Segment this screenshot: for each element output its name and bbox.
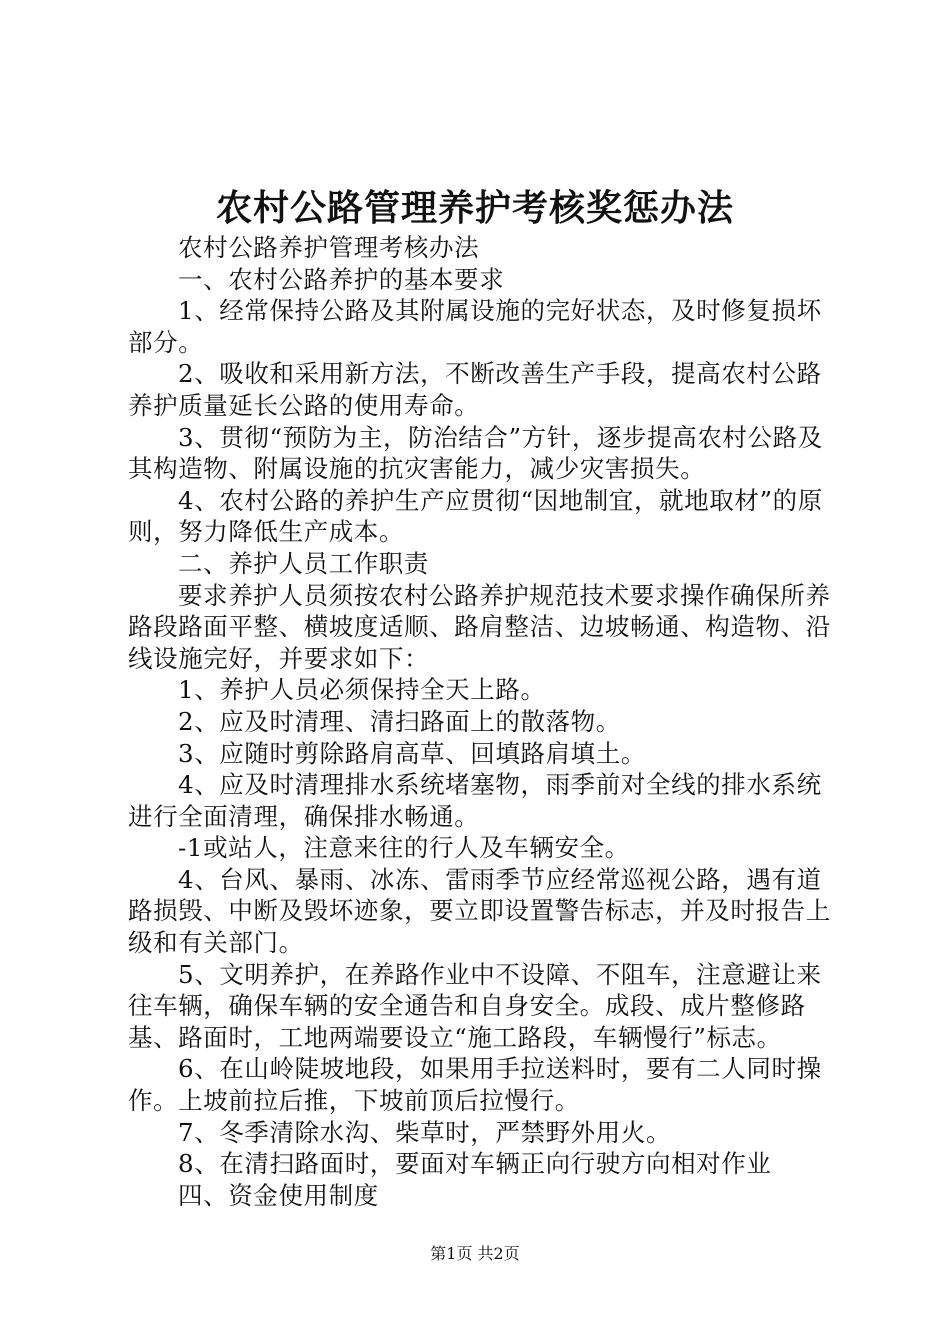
page-footer: 第1页 共2页 [430,1244,520,1263]
paragraph: 6、在山岭陡坡地段，如果用手拉送料时，要有二人同时操作。上坡前拉后推，下坡前顶后拉慢行。 [128,1054,822,1116]
paragraph: 4、台风、暴雨、冰冻、雷雨季节应经常巡视公路，遇有道路损毁、中断及毁坏迹象，要立即设置警告标志，并及时报告上级和有关部门。 [128,864,831,958]
paragraph: 4、农村公路的养护生产应贯彻“因地制宜，就地取材”的原则，努力降低生产成本。 [128,485,823,547]
paragraph: 5、文明养护，在养路作业中不设障、不阻车，注意避让来往车辆，确保车辆的安全通告和自身安全。成段、成片整修路基、路面时，工地两端要设立“施工路段，车辆慢行”标志。 [128,959,822,1052]
section-heading: 二、养护人员工作职责 [178,548,429,578]
section-heading: 四、资金使用制度 [178,1180,379,1210]
document-body [128,232,844,1211]
paragraph: 1、养护人员必须保持全天上路。 [178,675,546,705]
paragraph: 2、应及时清理、清扫路面上的散落物。 [178,706,621,736]
paragraph: 3、应随时剪除路肩高草、回填路肩填土。 [178,738,646,768]
paragraph: 3、贯彻“预防为主，防治结合”方针，逐步提高农村公路及其构造物、附属设施的抗灾害能力，减少灾害损失。 [128,422,823,484]
document-title: 农村公路管理养护考核奖惩办法 [215,188,734,229]
paragraph: -1或站人，注意来往的行人及车辆安全。 [178,833,630,863]
section-heading: 一、农村公路养护的基本要求 [178,264,505,294]
paragraph: 农村公路养护管理考核办法 [178,233,480,262]
paragraph: 7、冬季清除水沟、柴草时，严禁野外用火。 [178,1117,672,1147]
paragraph: 1、经常保持公路及其附属设施的完好状态，及时修复损坏部分。 [128,296,822,357]
paragraph: 要求养护人员须按农村公路养护规范技术要求操作确保所养路段路面平整、横坡度适顺、路肩整洁、边坡畅通、构造物、沿线设施完好，并要求如下： [128,580,831,673]
paragraph: 2、吸收和采用新方法，不断改善生产手段，提高农村公路养护质量延长公路的使用寿命。 [128,359,822,420]
paragraph: 4、应及时清理排水系统堵塞物，雨季前对全线的排水系统进行全面清理，确保排水畅通。 [128,770,822,831]
paragraph: 8、在清扫路面时，要面对车辆正向行驶方向相对作业 [178,1149,772,1179]
